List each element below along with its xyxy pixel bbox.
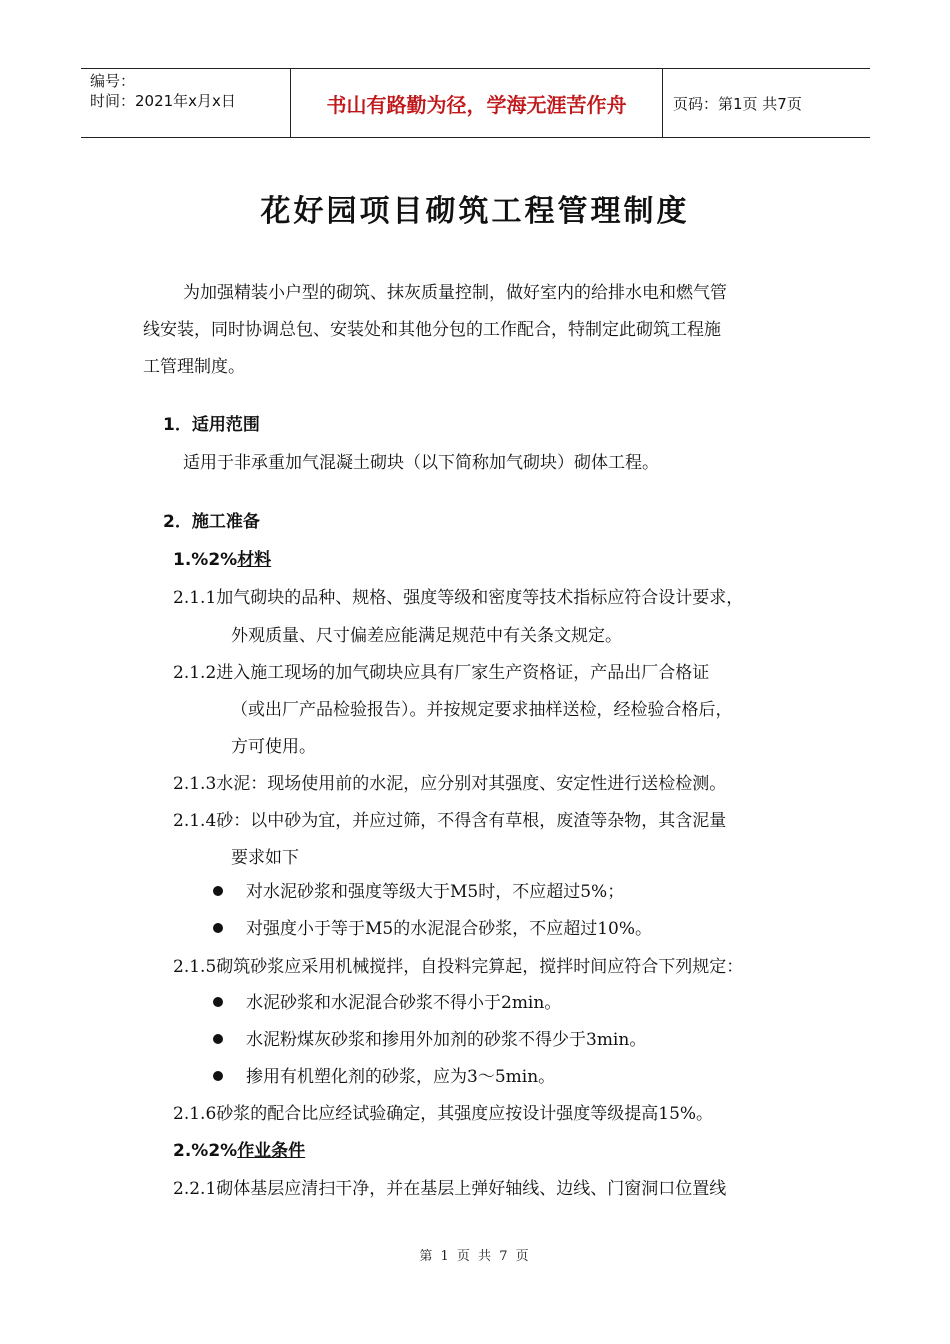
section-1-text: 适用于非承重加气混凝土砌块（以下简称加气砌块）砌体工程。 [183, 453, 659, 473]
item-2-1-5: 2.1.5砌筑砂浆应采用机械搅拌，自投料完算起，搅拌时间应符合下列规定： [173, 957, 744, 977]
intro-line-3: 工管理制度。 [143, 357, 245, 377]
section-2-2-title: 作业条件 [237, 1141, 306, 1161]
document-title: 花好园项目砌筑工程管理制度 [260, 194, 690, 229]
item-2-1-3: 2.1.3水泥：现场使用前的水泥，应分别对其强度、安定性进行送检检测。 [173, 774, 727, 794]
section-2-1-title: 材料 [237, 550, 272, 570]
motto: 书山有路勤为径，学海无涯苦作舟 [291, 69, 663, 137]
intro-line-2: 线安装，同时协调总包、安装处和其他分包的工作配合，特制定此砌筑工程施 [143, 320, 721, 340]
item-2-1-4-line-1: 2.1.4砂：以中砂为宜，并应过筛，不得含有草根，废渣等杂物，其含泥量 [173, 811, 727, 831]
intro-line-1: 为加强精装小户型的砌筑、抹灰质量控制，做好室内的给排水电和燃气管 [183, 283, 727, 303]
section-2-2-heading [173, 1132, 305, 1170]
header-table [81, 68, 870, 138]
bullet-item-5: 掺用有机塑化剂的砂浆，应为3～5min。 [246, 1067, 556, 1087]
bullet-icon [213, 1034, 223, 1044]
page-label: 页码：第1页 共7页 [673, 94, 802, 113]
item-2-2-1: 2.2.1砌体基层应清扫干净，并在基层上弹好轴线、边线、门窗洞口位置线 [173, 1179, 727, 1199]
number-label: 编号： [90, 72, 136, 90]
item-2-1-6: 2.1.6砂浆的配合比应经试验确定，其强度应按设计强度等级提高15%。 [173, 1104, 714, 1124]
bullet-item-2: 对强度小于等于M5的水泥混合砂浆，不应超过10%。 [246, 919, 653, 939]
bullet-item-1: 对水泥砂浆和强度等级大于M5时，不应超过5%； [246, 882, 625, 902]
bullet-icon [213, 997, 223, 1007]
bullet-icon [213, 886, 223, 896]
section-1-heading: 1．适用范围 [163, 415, 260, 435]
section-2-1-heading [173, 541, 271, 579]
bullet-item-4: 水泥粉煤灰砂浆和掺用外加剂的砂浆不得少于3min。 [246, 1030, 647, 1050]
bullet-icon [213, 923, 223, 933]
item-2-1-2-line-2: （或出厂产品检验报告）。并按规定要求抽样送检，经检验合格后， [231, 700, 733, 720]
item-2-1-1-line-1: 2.1.1加气砌块的品种、规格、强度等级和密度等技术指标应符合设计要求， [173, 588, 744, 608]
item-2-1-2-line-1: 2.1.2进入施工现场的加气砌块应具有厂家生产资格证，产品出厂合格证 [173, 663, 710, 683]
item-2-1-1-line-2: 外观质量、尺寸偏差应能满足规范中有关条文规定。 [231, 626, 622, 646]
bullet-icon [213, 1071, 223, 1081]
bullet-item-3: 水泥砂浆和水泥混合砂浆不得小于2min。 [246, 993, 562, 1013]
section-2-2-prefix: 2.%2% [173, 1141, 238, 1161]
section-2-1-prefix: 1.%2% [173, 550, 238, 570]
header-info-cell [81, 69, 291, 137]
section-2-heading: 2．施工准备 [163, 512, 260, 532]
item-2-1-4-line-2: 要求如下 [231, 848, 299, 868]
item-2-1-2-line-3: 方可使用。 [231, 737, 316, 757]
time-label: 时间：2021年x月x日 [90, 92, 236, 110]
page-footer: 第 1 页 共 7 页 [419, 1249, 531, 1264]
